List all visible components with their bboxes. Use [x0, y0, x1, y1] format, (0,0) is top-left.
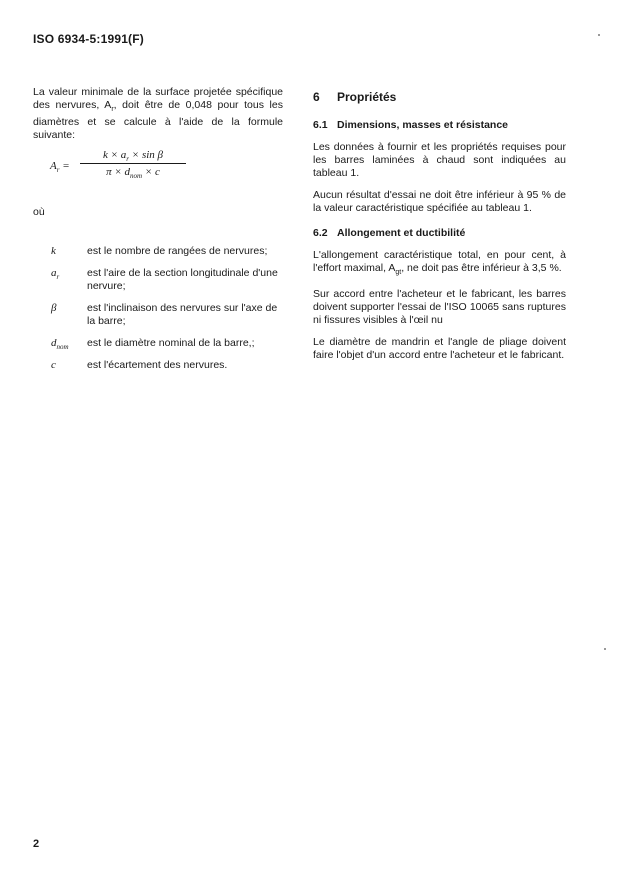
section-6-heading: 6 Propriétés [313, 90, 397, 104]
definition-symbol: β [51, 302, 57, 314]
formula-numerator: $k \times a_r \times \sin \beta$ [102, 149, 164, 164]
scan-speck [598, 34, 600, 36]
definition-item [33, 337, 283, 350]
section-6-1-paragraph: Les données à fournir et les propriétés requises pour les barres laminées à chaud sont indiquées au tableau 1. [313, 141, 566, 179]
formula-fraction [78, 147, 188, 180]
scan-speck [604, 648, 606, 650]
section-6-1-paragraph: Aucun résultat d'essai ne doit être inférieur à 95 % de la valeur caractéristique spécifiée au tableau 1. [313, 189, 566, 214]
section-6-2-heading: 6.2 Allongement et ductibilité [313, 227, 466, 239]
section-6-2-paragraph: L'allongement caractéristique total, en pour cent, à l'effort maximal, $A_{gt}$, ne doit pas être inférieur à 3,5 %. [313, 249, 566, 277]
definition-item [33, 245, 283, 258]
definition-text: est l'inclinaison des nervures sur l'axe de la barre; [87, 302, 278, 327]
definition-text: est le diamètre nominal de la barre,; [87, 337, 255, 349]
definition-symbol: k [51, 245, 56, 257]
formula [50, 147, 250, 189]
formula-denominator: $\pi \times d_{nom} \times c$ [106, 166, 160, 181]
section-6-2-paragraph: Sur accord entre l'acheteur et le fabricant, les barres doivent supporter l'essai de l'ISO 10065 sans ruptures ni fissures visibles à l'œil nu [313, 288, 566, 327]
definition-item [33, 267, 283, 293]
definition-list [33, 245, 283, 381]
definition-text: est l'écartement des nervures. [87, 359, 228, 371]
definition-text: est l'aire de la section longitudinale d'une nervure; [87, 267, 278, 292]
definition-symbol: $d_{nom}$ [51, 337, 69, 352]
definition-symbol: c [51, 359, 56, 371]
intro-paragraph: La valeur minimale de la surface projetée spécifique des nervures, $A_r$, doit être de 0,048 pour tous les diamètres et se calcule à l'aide de la formule suivante: [33, 86, 283, 142]
definition-item [33, 302, 283, 328]
page-number: 2 [33, 838, 40, 850]
section-6-1-heading: 6.1 Dimensions, masses et résistance [313, 119, 509, 131]
where-label: où [33, 206, 45, 218]
definition-symbol: $a_r$ [51, 267, 60, 282]
formula-lhs: $A_r$ = [50, 160, 70, 175]
definition-item [33, 359, 283, 372]
document-header: ISO 6934-5:1991(F) [33, 32, 144, 46]
right-column [313, 90, 566, 362]
section-6-2-paragraph: Le diamètre de mandrin et l'angle de pliage doivent faire l'objet d'un accord entre l'acheteur et le fabricant. [313, 336, 566, 362]
left-column [33, 86, 283, 142]
definition-text: est le nombre de rangées de nervures; [87, 245, 268, 257]
